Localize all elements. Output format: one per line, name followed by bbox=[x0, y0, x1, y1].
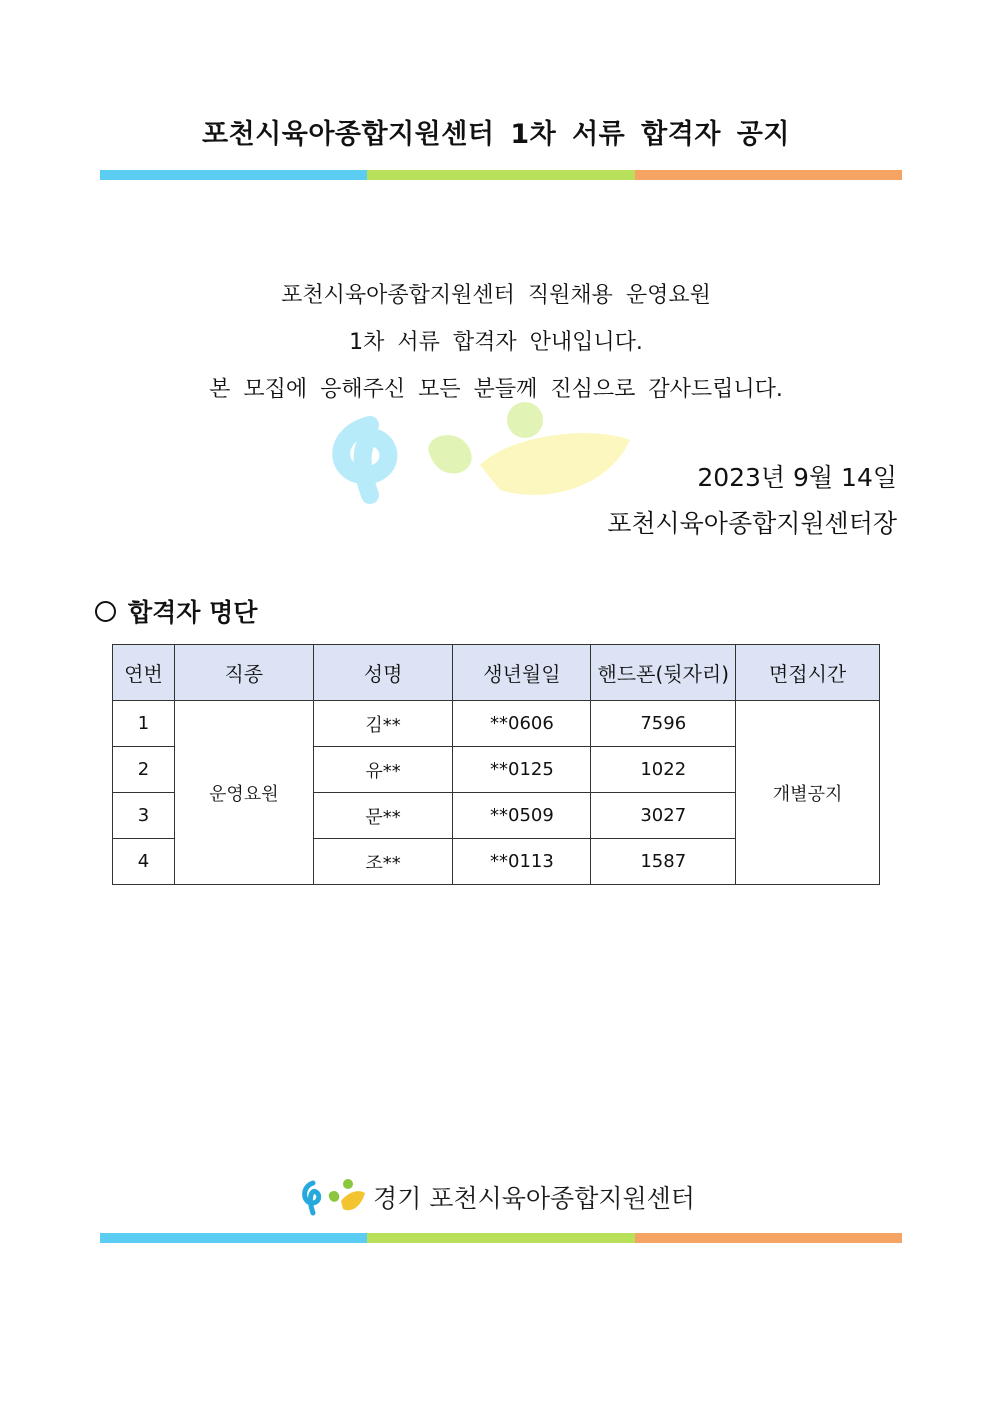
color-bar-orange bbox=[635, 170, 902, 180]
section-heading bbox=[95, 593, 257, 629]
table-row bbox=[113, 701, 880, 747]
intro-line-1: 포천시육아종합지원센터 직원채용 운영요원 bbox=[281, 283, 711, 308]
cell-birth: **0606 bbox=[453, 701, 591, 747]
page-title: 포천시육아종합지원센터 1차 서류 합격자 공지 bbox=[202, 119, 790, 150]
cell-birth: **0509 bbox=[453, 793, 591, 839]
cell-no: 2 bbox=[113, 747, 175, 793]
date-signature bbox=[607, 455, 897, 547]
cell-name: 조** bbox=[313, 839, 453, 885]
circle-bullet-icon bbox=[95, 601, 116, 622]
color-bar-orange bbox=[635, 1233, 902, 1243]
table-header-row bbox=[113, 645, 880, 701]
cell-phone: 7596 bbox=[591, 701, 736, 747]
intro-text bbox=[0, 272, 992, 413]
intro-line-2: 1차 서류 합격자 안내입니다. bbox=[349, 330, 643, 355]
cell-no: 3 bbox=[113, 793, 175, 839]
signer: 포천시육아종합지원센터장 bbox=[607, 509, 897, 538]
cell-name: 문** bbox=[313, 793, 453, 839]
color-bar-green bbox=[367, 170, 634, 180]
cell-no: 4 bbox=[113, 839, 175, 885]
cell-no: 1 bbox=[113, 701, 175, 747]
color-bar-green bbox=[367, 1233, 634, 1243]
cell-birth: **0125 bbox=[453, 747, 591, 793]
intro-line-3: 본 모집에 응해주신 모든 분들께 진심으로 감사드립니다. bbox=[209, 377, 783, 402]
applicant-table bbox=[112, 644, 880, 885]
header-birth: 생년월일 bbox=[453, 645, 591, 701]
color-bar-blue bbox=[100, 170, 367, 180]
header-interview: 면접시간 bbox=[736, 645, 880, 701]
header-no: 연번 bbox=[113, 645, 175, 701]
footer bbox=[0, 1175, 992, 1219]
cell-phone: 1587 bbox=[591, 839, 736, 885]
header-job: 직종 bbox=[174, 645, 313, 701]
cell-name: 유** bbox=[313, 747, 453, 793]
footer-org-name: 경기 포천시육아종합지원센터 bbox=[373, 1184, 695, 1213]
section-title: 합격자 명단 bbox=[128, 598, 258, 627]
bottom-color-bar bbox=[100, 1233, 902, 1243]
top-color-bar bbox=[100, 170, 902, 180]
cell-phone: 3027 bbox=[591, 793, 736, 839]
cell-name: 김** bbox=[313, 701, 453, 747]
header-phone: 핸드폰(뒷자리) bbox=[591, 645, 736, 701]
header-name: 성명 bbox=[313, 645, 453, 701]
cell-phone: 1022 bbox=[591, 747, 736, 793]
notice-date: 2023년 9월 14일 bbox=[697, 463, 897, 492]
cell-job: 운영요원 bbox=[174, 701, 313, 885]
cell-birth: **0113 bbox=[453, 839, 591, 885]
color-bar-blue bbox=[100, 1233, 367, 1243]
center-logo-icon bbox=[297, 1175, 367, 1219]
cell-interview: 개별공지 bbox=[736, 701, 880, 885]
